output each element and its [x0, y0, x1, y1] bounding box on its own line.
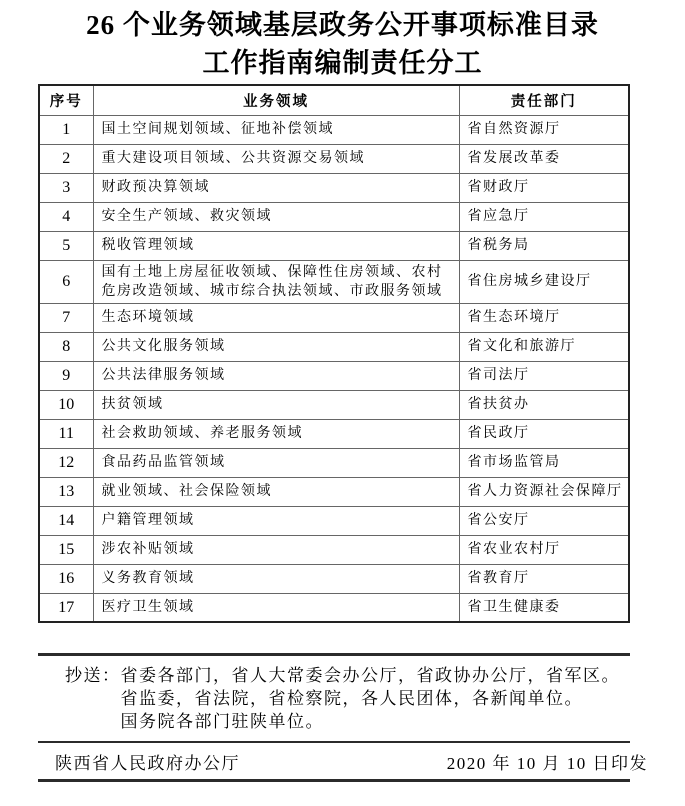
doc-title-line2: 工作指南编制责任分工 — [202, 48, 483, 78]
issuer-row — [38, 743, 648, 779]
row-serial-number: 1 — [39, 115, 93, 144]
table-header-row — [39, 85, 629, 115]
cc-line-1: 省委各部门，省人大常委会办公厅，省政协办公厅，省军区。 — [120, 666, 620, 685]
row-business-area: 社会救助领域、养老服务领域 — [93, 419, 459, 448]
row-business-area: 国有土地上房屋征收领域、保障性住房领域、农村危房改造领域、城市综合执法领域、市政服务领域 — [93, 260, 459, 303]
row-business-area: 医疗卫生领域 — [93, 593, 459, 622]
table-row — [39, 390, 629, 419]
row-responsible-dept: 省公安厅 — [459, 506, 629, 535]
row-serial-number: 2 — [39, 144, 93, 173]
cc-line-2: 省监委，省法院，省检察院，各人民团体，各新闻单位。 — [120, 689, 583, 708]
table-body — [39, 115, 629, 622]
row-responsible-dept: 省农业农村厅 — [459, 535, 629, 564]
table-row — [39, 144, 629, 173]
row-responsible-dept: 省卫生健康委 — [459, 593, 629, 622]
row-responsible-dept: 省教育厅 — [459, 564, 629, 593]
row-serial-number: 13 — [39, 477, 93, 506]
row-business-area: 涉农补贴领域 — [93, 535, 459, 564]
row-serial-number: 16 — [39, 564, 93, 593]
row-serial-number: 8 — [39, 332, 93, 361]
row-responsible-dept: 省财政厅 — [459, 173, 629, 202]
row-business-area: 重大建设项目领域、公共资源交易领域 — [93, 144, 459, 173]
row-responsible-dept: 省自然资源厅 — [459, 115, 629, 144]
cc-block — [38, 656, 630, 741]
table-row — [39, 477, 629, 506]
table-row — [39, 593, 629, 622]
row-responsible-dept: 省住房城乡建设厅 — [459, 260, 629, 303]
header-serial-number: 序号 — [39, 85, 93, 115]
row-business-area: 户籍管理领域 — [93, 506, 459, 535]
table-row — [39, 448, 629, 477]
row-responsible-dept: 省民政厅 — [459, 419, 629, 448]
row-serial-number: 6 — [39, 260, 93, 303]
row-serial-number: 5 — [39, 231, 93, 260]
cc-lines — [121, 664, 631, 733]
table-row — [39, 506, 629, 535]
header-responsible-dept: 责任部门 — [459, 85, 629, 115]
row-business-area: 财政预决算领域 — [93, 173, 459, 202]
row-responsible-dept: 省税务局 — [459, 231, 629, 260]
row-serial-number: 3 — [39, 173, 93, 202]
row-business-area: 国土空间规划领域、征地补偿领域 — [93, 115, 459, 144]
row-business-area: 税收管理领域 — [93, 231, 459, 260]
print-date: 2020 年 10 月 10 日印发 — [446, 753, 648, 773]
row-serial-number: 12 — [39, 448, 93, 477]
row-business-area: 扶贫领域 — [93, 390, 459, 419]
table-row — [39, 173, 629, 202]
table-row — [39, 535, 629, 564]
row-business-area: 食品药品监管领域 — [93, 448, 459, 477]
row-business-area: 公共法律服务领域 — [93, 361, 459, 390]
row-serial-number: 14 — [39, 506, 93, 535]
table-row — [39, 361, 629, 390]
row-business-area: 就业领域、社会保险领域 — [93, 477, 459, 506]
table-row — [39, 202, 629, 231]
table-row — [39, 419, 629, 448]
footer-rule-bottom — [38, 779, 630, 782]
row-business-area: 义务教育领域 — [93, 564, 459, 593]
row-serial-number: 7 — [39, 303, 93, 332]
row-responsible-dept: 省文化和旅游厅 — [459, 332, 629, 361]
row-responsible-dept: 省市场监管局 — [459, 448, 629, 477]
row-responsible-dept: 省生态环境厅 — [459, 303, 629, 332]
row-responsible-dept: 省发展改革委 — [459, 144, 629, 173]
table-row — [39, 332, 629, 361]
row-serial-number: 15 — [39, 535, 93, 564]
table-row — [39, 303, 629, 332]
row-business-area: 生态环境领域 — [93, 303, 459, 332]
doc-title-line1: 26 个业务领域基层政务公开事项标准目录 — [86, 10, 599, 40]
table-row — [39, 231, 629, 260]
cc-label: 抄送： — [65, 666, 121, 685]
table-row — [39, 115, 629, 144]
row-serial-number: 11 — [39, 419, 93, 448]
row-serial-number: 10 — [39, 390, 93, 419]
document-footer — [38, 653, 648, 782]
responsibility-table — [38, 84, 630, 623]
table-row — [39, 564, 629, 593]
row-business-area: 安全生产领域、救灾领域 — [93, 202, 459, 231]
row-responsible-dept: 省应急厅 — [459, 202, 629, 231]
row-serial-number: 9 — [39, 361, 93, 390]
row-serial-number: 4 — [39, 202, 93, 231]
table-row — [39, 260, 629, 303]
row-responsible-dept: 省人力资源社会保障厅 — [459, 477, 629, 506]
row-serial-number: 17 — [39, 593, 93, 622]
issuer-name: 陕西省人民政府办公厅 — [55, 753, 240, 773]
cc-line-3: 国务院各部门驻陕单位。 — [120, 712, 324, 731]
header-business-area: 业务领域 — [93, 85, 459, 115]
row-business-area: 公共文化服务领域 — [93, 332, 459, 361]
row-responsible-dept: 省司法厅 — [459, 361, 629, 390]
row-responsible-dept: 省扶贫办 — [459, 390, 629, 419]
